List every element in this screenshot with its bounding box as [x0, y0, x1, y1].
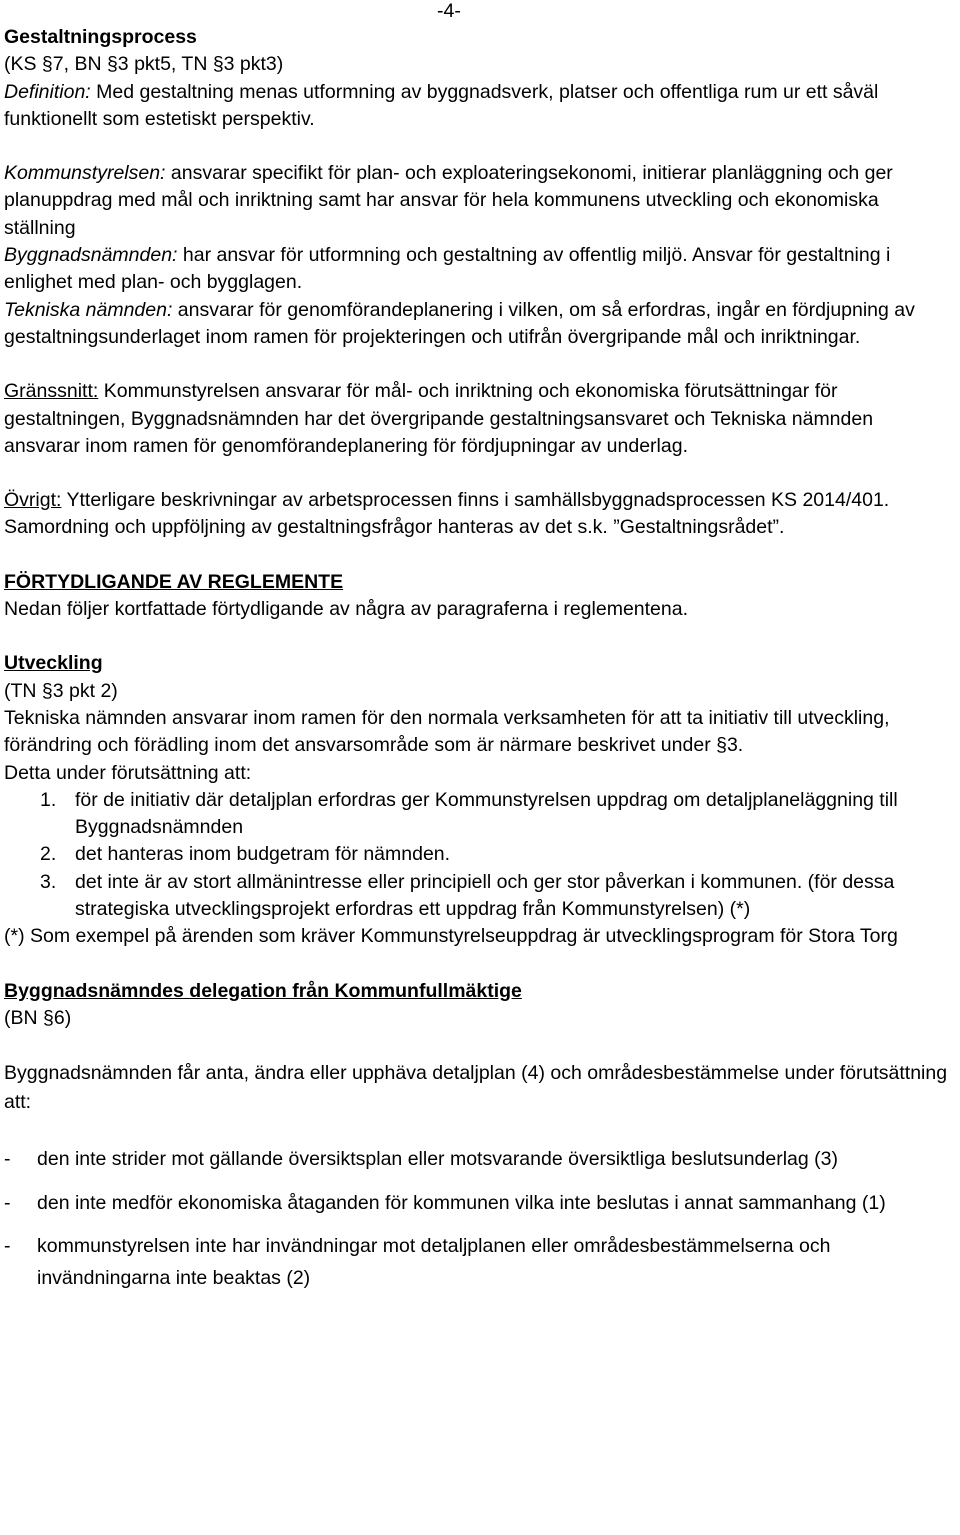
list-item-text: för de initiativ där detaljplan erfordras ger Kommunstyrelsen uppdrag om detaljplaneläggning till Byggnadsnämnden: [75, 788, 898, 839]
granssnitt-text: Kommunstyrelsen ansvarar för mål- och inriktning och ekonomiska förutsättningar för gestaltningen, Byggnadsnämnden har det övergripande gestaltningsansvaret och Tekniska nämnden ansvarar inom ramen för genomförandeplanering för fördjupningar av underlag.: [4, 380, 874, 457]
list-item-dash: -: [4, 1235, 11, 1258]
section-gestaltningsprocess: [4, 24, 954, 542]
list-item: [4, 1188, 954, 1220]
list-item: [4, 1231, 954, 1294]
delegation-list: [4, 1144, 954, 1294]
bn-label: Byggnadsnämnden:: [4, 244, 178, 267]
heading-delegation: Byggnadsnämndes delegation från Kommunfullmäktige: [4, 979, 522, 1002]
granssnitt-paragraph: [4, 378, 954, 460]
tn-label: Tekniska nämnden:: [4, 298, 173, 321]
bn-text: har ansvar för utformning och gestaltning av offentlig miljö. Ansvar för gestaltning i enlighet med plan- och bygglagen.: [4, 244, 891, 294]
ovrigt-label: Övrigt:: [4, 489, 62, 512]
page-number: -4-: [437, 0, 461, 22]
section-fortydligande: [4, 569, 954, 624]
list-item-text: kommunstyrelsen inte har invändningar mot detaljplanen eller områdesbestämmelserna och invändningarna inte beaktas (2): [37, 1235, 831, 1289]
definition-text: Med gestaltning menas utformning av byggnadsverk, platser och offentliga rum ur ett såväl funktionellt som estetiskt perspektiv.: [4, 80, 879, 130]
section-utveckling: [4, 650, 954, 950]
reference-utveckling: (TN §3 pkt 2): [4, 679, 118, 702]
section-delegation: [4, 978, 954, 1295]
list-item-number: 1.: [40, 788, 57, 811]
ks-paragraph: [4, 160, 954, 242]
delegation-text: Byggnadsnämnden får anta, ändra eller upphäva detaljplan (4) och områdesbestämmelse under förutsättning att:: [4, 1062, 948, 1114]
list-item: [4, 1144, 954, 1176]
heading-utveckling: Utveckling: [4, 652, 103, 675]
list-item-text: det hanteras inom budgetram för nämnden.: [75, 843, 451, 866]
ks-label: Kommunstyrelsen:: [4, 162, 166, 185]
tn-paragraph: [4, 297, 954, 352]
tn-text: ansvarar för genomförandeplanering i vilken, om så erfordras, ingår en fördjupning av gestaltningsunderlaget inom ramen för projekteringen och utifrån övergripande mål och inriktningar.: [4, 298, 915, 348]
list-item-text: den inte strider mot gällande översiktsplan eller motsvarande översiktliga beslutsunderlag (3): [37, 1148, 838, 1171]
ovrigt-text: Ytterligare beskrivningar av arbetsprocessen finns i samhällsbyggnadsprocessen KS 2014/401. Samordning och uppföljning av gestaltningsfrågor hanteras av det s.k. ”Gestaltningsrådet”.: [4, 489, 890, 539]
heading-gestaltningsprocess: Gestaltningsprocess: [4, 26, 197, 48]
heading-fortydligande: FÖRTYDLIGANDE AV REGLEMENTE: [4, 570, 344, 593]
list-item-number: 3.: [40, 870, 57, 893]
utveckling-text: Tekniska nämnden ansvarar inom ramen för den normala verksamheten för att ta initiativ till utveckling, förändring och förädling inom det ansvarsområde som är närmare beskrivet under §3.: [4, 706, 890, 757]
utveckling-note: (*) Som exempel på ärenden som kräver Kommunstyrelseuppdrag är utvecklingsprogram för Stora Torg: [4, 925, 898, 948]
list-item-text: den inte medför ekonomiska åtaganden för kommunen vilka inte beslutas i annat sammanhang (1): [37, 1191, 886, 1214]
fortydligande-text: Nedan följer kortfattade förtydligande av några av paragraferna i reglementena.: [4, 598, 689, 621]
utveckling-intro: Detta under förutsättning att:: [4, 761, 252, 784]
reference-delegation: (BN §6): [4, 1006, 72, 1029]
list-item: [40, 787, 954, 842]
list-item-dash: -: [4, 1191, 11, 1214]
ks-text: ansvarar specifikt för plan- och exploateringsekonomi, initierar planläggning och ger planuppdrag med mål och inriktning samt har ansvar för hela kommunens utveckling och ekonomiska ställning: [4, 162, 893, 239]
list-item-number: 2.: [40, 843, 57, 866]
list-item: [40, 841, 954, 868]
definition-label: Definition:: [4, 80, 91, 103]
reference-gestaltning: (KS §7, BN §3 pkt5, TN §3 pkt3): [4, 53, 284, 76]
list-item: [40, 869, 954, 924]
granssnitt-label: Gränssnitt:: [4, 380, 99, 403]
ovrigt-paragraph: [4, 487, 954, 542]
definition-paragraph: [4, 79, 954, 134]
list-item-text: det inte är av stort allmänintresse eller principiell och ger stor påverkan i kommunen. (för dessa strategiska utvecklingsprojekt erfordras ett uppdrag från Kommunstyrelsen) (*): [75, 870, 895, 921]
page-content: [4, 24, 954, 1306]
bn-paragraph: [4, 242, 954, 297]
list-item-dash: -: [4, 1148, 11, 1171]
utveckling-list: [4, 787, 954, 923]
